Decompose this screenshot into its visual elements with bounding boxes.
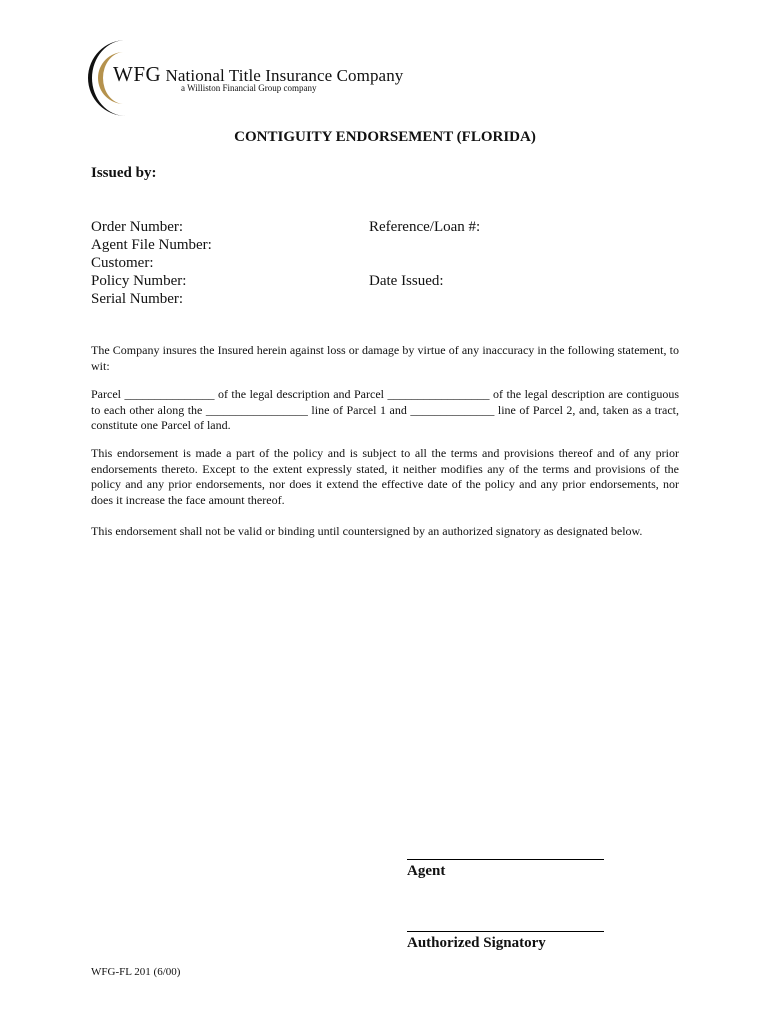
policy-terms-paragraph: This endorsement is made a part of the policy and is subject to all the terms and provisions thereof and of any prior endorsements thereto. Except to the extent expressly stated, it neither modifies any of the terms and provisions of the policy and any prior endorsements, nor does it extend the effective date of the policy and any prior endorsements, nor does it increase the face amount thereof. [91, 446, 679, 507]
logo-company: National Title Insurance Company [165, 66, 404, 85]
form-number: WFG-FL 201 (6/00) [91, 966, 181, 978]
document-title: CONTIGUITY ENDORSEMENT (FLORIDA) [234, 129, 536, 145]
agent-label: Agent [407, 863, 446, 879]
issued-by-label: Issued by: [91, 165, 157, 181]
policy-number-label: Policy Number: [91, 273, 187, 289]
logo-brand: WFG [113, 62, 162, 86]
validity-paragraph: This endorsement shall not be valid or binding until countersigned by an authorized signatory as designated below. [91, 524, 643, 538]
logo-tagline: a Williston Financial Group company [181, 83, 317, 93]
parcel-paragraph: Parcel _______________ of the legal description and Parcel _________________ of the legal description are contiguous to each other along the _________________ line of Parcel 1 and ______________ line of Parcel 2, and, taken as a tract, constitute one Parcel of land. [91, 387, 679, 432]
authorized-signature-line [407, 931, 604, 932]
agent-file-number-label: Agent File Number: [91, 237, 212, 253]
insuring-paragraph: The Company insures the Insured herein against loss or damage by virtue of any inaccuracy in the following statement, to wit: [91, 343, 679, 373]
company-logo [78, 36, 404, 120]
agent-signature-line [407, 859, 604, 860]
date-issued-label: Date Issued: [369, 273, 444, 289]
order-number-label: Order Number: [91, 219, 184, 235]
authorized-signatory-label: Authorized Signatory [407, 935, 546, 951]
serial-number-label: Serial Number: [91, 291, 184, 307]
reference-loan-label: Reference/Loan #: [369, 219, 481, 235]
customer-label: Customer: [91, 255, 154, 271]
